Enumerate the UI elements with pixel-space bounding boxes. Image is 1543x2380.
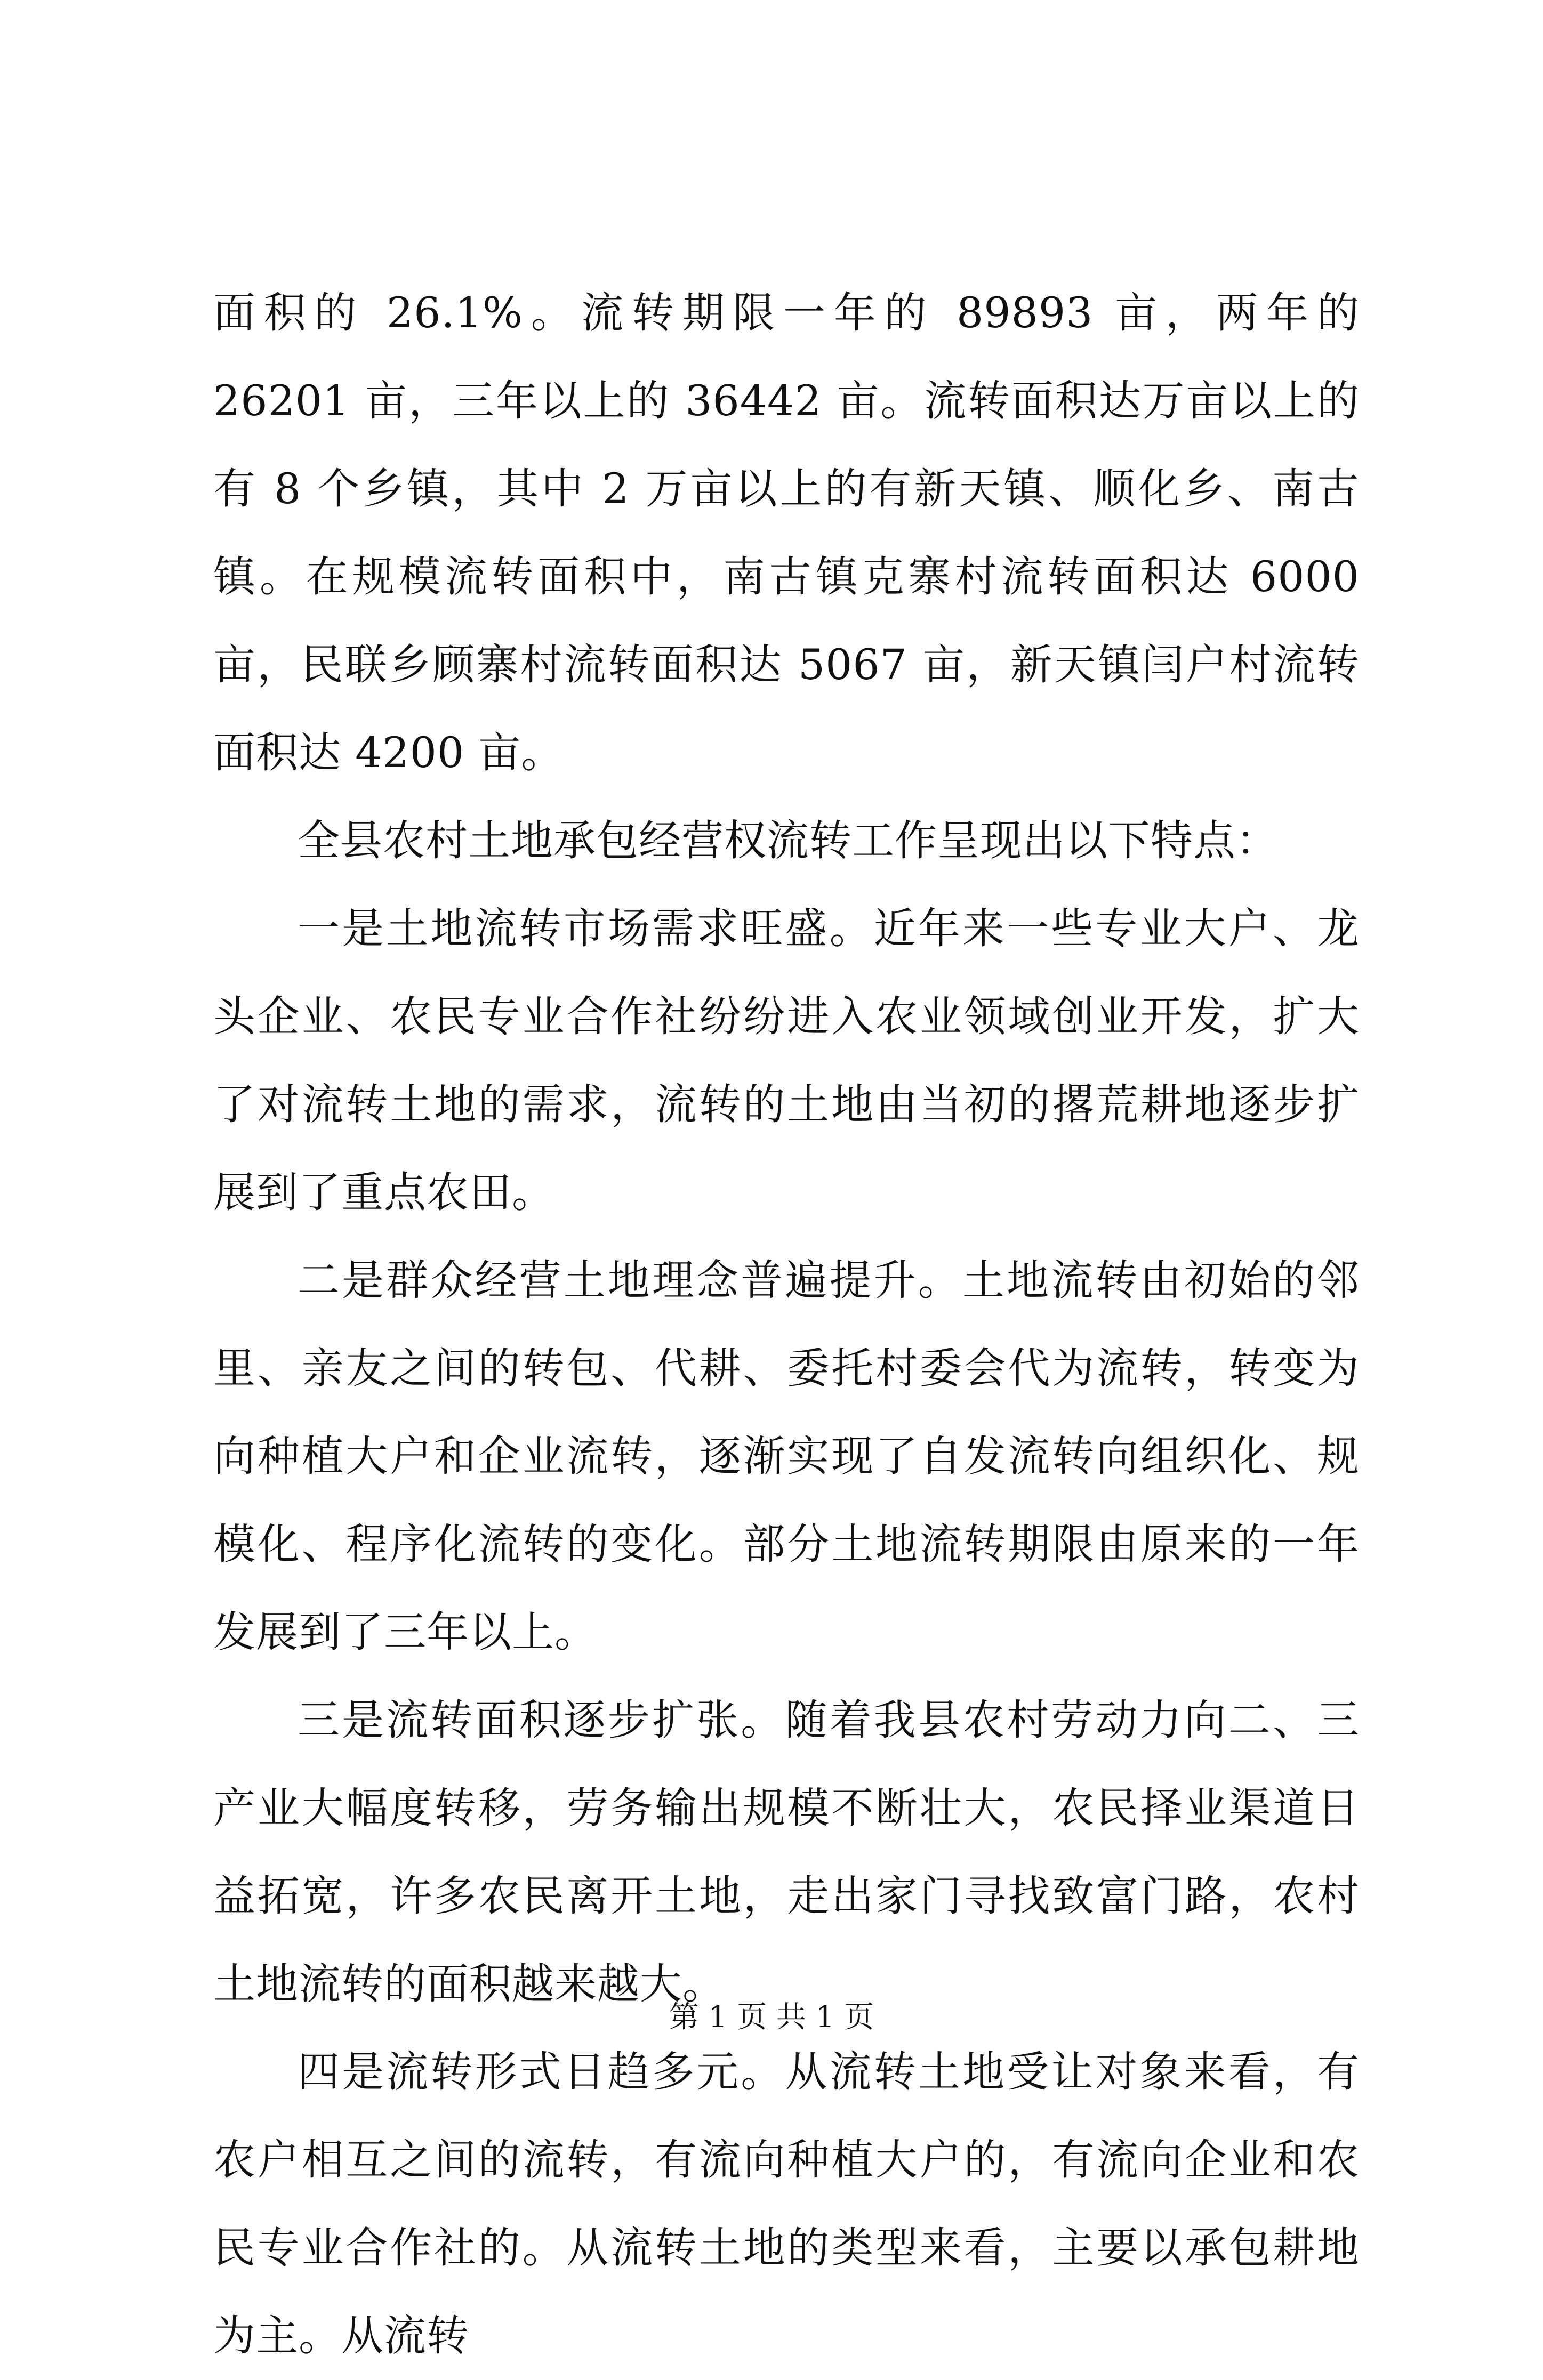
paragraph-continued: 面积的 26.1%。流转期限一年的 89893 亩，两年的 26201 亩，三年以上的 36442 亩。流转面积达万亩以上的有 8 个乡镇，其中 2 万亩以上的有新天镇、顺化乡、南古镇。在规模流转面积中，南古镇克寨村流转面积达 6000 亩，民联乡顾寨村流转面积达 5067 亩，新天镇闫户村流转面积达 4200 亩。 [213,288,1360,777]
paragraph-point-four: 四是流转形式日趋多元。从流转土地受让对象来看，有农户相互之间的流转，有流向种植大户的，有流向企业和农民专业合作社的。从流转土地的类型来看，主要以承包耕地为主。从流转 [213,2047,1360,2360]
paragraph-point-three: 三是流转面积逐步扩张。随着我县农村劳动力向二、三产业大幅度转移，劳务输出规模不断壮大，农民择业渠道日益拓宽，许多农民离开土地，走出家门寻找致富门路，农村土地流转的面积越来越大。 [213,1696,1360,2008]
paragraph-point-two: 二是群众经营土地理念普遍提升。土地流转由初始的邻里、亲友之间的转包、代耕、委托村委会代为流转，转变为向种植大户和企业流转，逐渐实现了自发流转向组织化、规模化、程序化流转的变化。部分土地流转期限由原来的一年发展到了三年以上。 [213,1256,1360,1657]
paragraph-point-one: 一是土地流转市场需求旺盛。近年来一些专业大户、龙头企业、农民专业合作社纷纷进入农业领域创业开发，扩大了对流转土地的需求，流转的土地由当初的撂荒耕地逐步扩展到了重点农田。 [213,904,1360,1217]
document-body [213,269,1360,2380]
page-footer: 第 1 页 共 1 页 [669,2000,874,2035]
paragraph-features-intro: 全县农村土地承包经营权流转工作呈现出以下特点： [298,816,1279,865]
